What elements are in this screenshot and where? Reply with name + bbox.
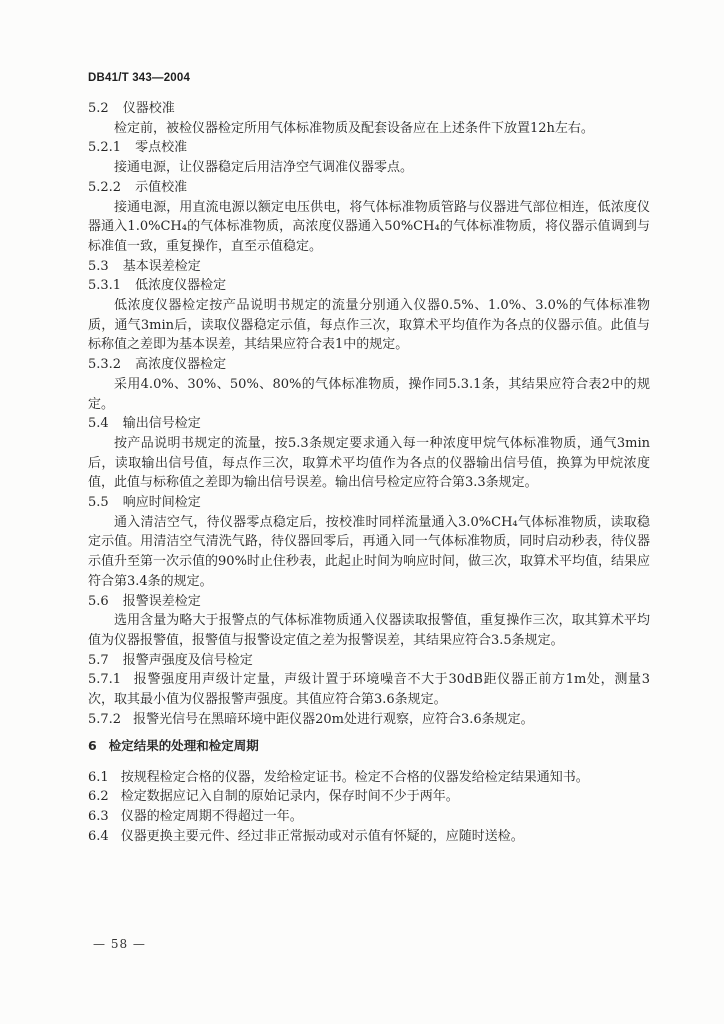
page-number: — 58 — — [93, 937, 146, 951]
paragraph-5-3-1: 低浓度仪器检定按产品说明书规定的流量分别通入仪器0.5%、1.0%、3.0%的气体标准物质，通气3min后，读取仪器稳定示值，每点作三次，取算术平均值作为各点的仪器示值。此值与标称值之差即为基本误差，其结果应符合表1中的规定。 — [88, 298, 650, 353]
heading-number: 5.2.2 — [88, 179, 122, 195]
clause-6-2 — [88, 787, 650, 807]
heading-6 — [88, 736, 650, 756]
heading-5-3-2 — [88, 355, 650, 375]
heading-title: 检定结果的处理和检定周期 — [108, 738, 259, 753]
clause-number: 6.4 — [88, 828, 109, 844]
heading-title: 示值校准 — [135, 179, 188, 195]
paragraph-5-2: 检定前，被检仪器检定所用气体标准物质及配套设备应在上述条件下放置12h左右。 — [114, 120, 594, 136]
section-6 — [88, 736, 650, 847]
heading-title: 低浓度仪器检定 — [135, 278, 227, 294]
clause-text: 报警强度用声级计定量，声级计置于环境噪音不大于30dB距仪器正前方1m处，测量3次，取其最小值为仪器报警声强度。其值应符合第3.6条规定。 — [88, 672, 650, 708]
heading-5-4 — [88, 414, 650, 434]
heading-number: 5.5 — [88, 495, 109, 511]
heading-number: 5.4 — [88, 416, 109, 432]
heading-5-7 — [88, 651, 650, 671]
heading-title: 零点校准 — [135, 140, 188, 156]
paragraph-5-6: 选用含量为略大于报警点的气体标准物质通入仪器读取报警值，重复操作三次，取其算术平均值为仪器报警值，报警值与报警设定值之差为报警误差，其结果应符合3.5条规定。 — [88, 613, 650, 648]
clause-text: 仪器更换主要元件、经过非正常振动或对示值有怀疑的，应随时送检。 — [120, 828, 524, 844]
heading-title: 高浓度仪器检定 — [135, 357, 227, 373]
heading-number: 5.3.2 — [88, 357, 122, 373]
heading-5-5 — [88, 493, 650, 513]
heading-title: 响应时间检定 — [122, 495, 201, 511]
heading-number: 6 — [88, 738, 97, 753]
heading-number: 5.2 — [88, 101, 109, 116]
clause-5-7-2 — [88, 710, 650, 730]
paragraph-5-3-2: 采用4.0%、30%、50%、80%的气体标准物质，操作同5.3.1条，其结果应符合表2中的规定。 — [88, 376, 650, 412]
clause-6-4 — [88, 827, 650, 847]
clause-number: 5.7.1 — [88, 672, 122, 688]
paragraph-5-4: 按产品说明书规定的流量，按5.3条规定要求通入每一种浓度甲烷气体标准物质，通气3min后，读取输出信号值，每点作三次，取算术平均值作为各点的仪器输出信号值，换算为甲烷浓度值，此值与标称值之差即为输出信号误差。输出信号检定应符合第3.3条规定。 — [88, 435, 650, 491]
heading-number: 5.2.1 — [88, 140, 122, 156]
heading-title: 报警声强度及信号检定 — [122, 652, 253, 668]
heading-5-2-1 — [88, 138, 650, 158]
clause-text: 仪器的检定周期不得超过一年。 — [120, 809, 303, 825]
clause-text: 检定数据应记入自制的原始记录内，保存时间不少于两年。 — [120, 789, 459, 805]
paragraph-5-2-1: 接通电源，让仪器稳定后用洁净空气调准仪器零点。 — [114, 160, 414, 176]
section-5-body — [88, 99, 650, 730]
heading-5-6 — [88, 592, 650, 612]
heading-5-3-1 — [88, 276, 650, 296]
document-code-header: DB41/T 343—2004 — [88, 72, 191, 84]
clause-text: 按规程检定合格的仪器，发给检定证书。检定不合格的仪器发给检定结果通知书。 — [120, 769, 589, 785]
heading-title: 输出信号检定 — [122, 416, 201, 432]
heading-title: 报警误差检定 — [122, 593, 201, 609]
clause-text: 报警光信号在黑暗环境中距仪器20m处进行观察，应符合3.6条规定。 — [133, 711, 534, 727]
heading-5-2-2 — [88, 178, 650, 198]
clause-6-1 — [88, 768, 650, 788]
heading-number: 5.3.1 — [88, 278, 122, 294]
clause-number: 6.2 — [88, 789, 109, 805]
heading-number: 5.6 — [88, 593, 109, 609]
heading-title: 仪器校准 — [122, 101, 175, 116]
clause-number: 5.7.2 — [88, 711, 122, 727]
clause-number: 6.1 — [88, 769, 109, 785]
heading-5-2 — [88, 99, 650, 119]
clause-6-3 — [88, 807, 650, 827]
clause-5-7-1 — [88, 670, 650, 709]
paragraph-5-2-2: 接通电源，用直流电源以额定电压供电，将气体标准物质管路与仪器进气部位相连，低浓度仪器通入1.0%CH₄的气体标准物质，高浓度仪器通入50%CH₄的气体标准物质，将仪器示值调到与标准值一致，重复操作，直至示值稳定。 — [88, 199, 650, 254]
heading-5-3 — [88, 257, 650, 277]
clause-number: 6.3 — [88, 809, 109, 825]
heading-number: 5.7 — [88, 652, 109, 668]
heading-number: 5.3 — [88, 258, 109, 274]
paragraph-5-5: 通入清洁空气，待仪器零点稳定后，按校准时同样流量通入3.0%CH₄气体标准物质，读取稳定示值。用清洁空气清洗气路，待仪器回零后，再通入同一气体标准物质，同时启动秒表，待仪器示值升至第一次示值的90%时止住秒表，此起止时间为响应时间，做三次，取算术平均值，结果应符合第3.4条的规定。 — [88, 514, 650, 589]
heading-title: 基本误差检定 — [122, 258, 201, 274]
